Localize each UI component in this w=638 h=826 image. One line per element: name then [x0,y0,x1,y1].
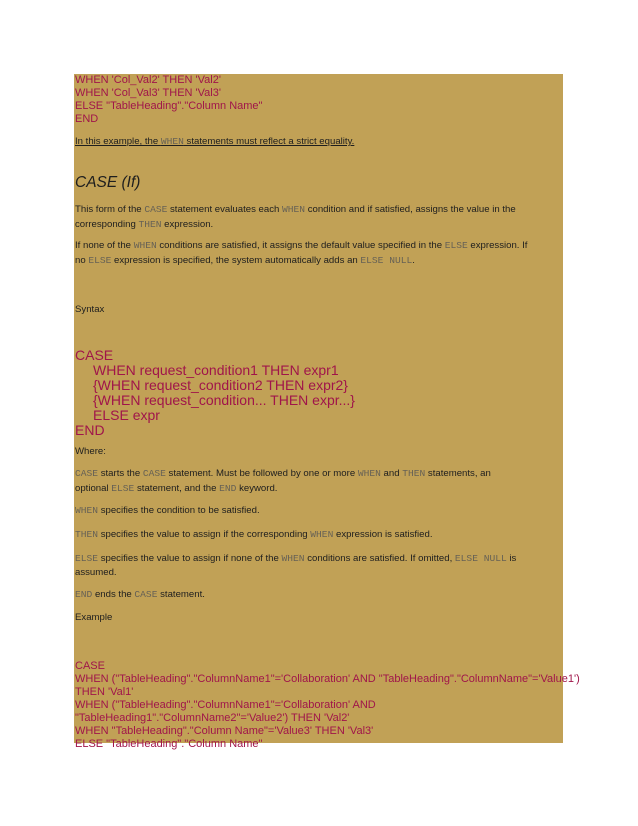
example-code-line: CASE [75,660,105,672]
code-line: ELSE "TableHeading"."Column Name" [75,100,263,112]
example-code-line: ELSE "TableHeading"."Column Name" [75,738,263,750]
code-line: WHEN 'Col_Val3' THEN 'Val3' [75,87,221,99]
code-line: END [75,113,99,125]
example-code-line: WHEN ("TableHeading"."ColumnName1"='Collaboration' AND "TableHeading"."ColumnName"='Value1') [75,673,580,685]
document-page [74,74,580,750]
definition-then: THEN specifies the value to assign if the corresponding WHEN expression is satisfied. [75,529,433,540]
note-text: In this example, the WHEN statements must reflect a strict equality. [75,136,355,147]
syntax-label: Syntax [75,304,105,315]
definition-case-cont: optional ELSE statement, and the END keyword. [75,483,278,494]
paragraph-line: no ELSE expression is specified, the system automatically adds an ELSE NULL. [75,255,415,266]
paragraph-line: corresponding THEN expression. [75,219,214,230]
definition-when: WHEN specifies the condition to be satisfied. [75,505,260,516]
example-code-line: "TableHeading1"."ColumnName2"='Value2') THEN 'Val2' [75,712,350,724]
syntax-code-line: ELSE expr [93,407,160,423]
definition-end: END ends the CASE statement. [75,589,205,600]
syntax-code-line: END [75,422,105,438]
paragraph-line: This form of the CASE statement evaluates each WHEN condition and if satisfied, assigns the value in the [75,204,516,215]
example-label: Example [75,612,113,623]
example-code-line: WHEN "TableHeading"."Column Name"='Value3' THEN 'Val3' [75,725,374,737]
example-code-line: THEN 'Val1' [75,686,134,698]
syntax-code-line: {WHEN request_condition... THEN expr...} [93,392,355,408]
definition-else-cont: assumed. [75,567,117,578]
syntax-code-line: WHEN request_condition1 THEN expr1 [93,362,339,378]
definition-case: CASE starts the CASE statement. Must be followed by one or more WHEN and THEN statements, an [75,468,491,479]
syntax-code-line: {WHEN request_condition2 THEN expr2} [93,377,348,393]
definition-else: ELSE specifies the value to assign if none of the WHEN conditions are satisfied. If omitted, ELSE NULL is [75,553,517,564]
code-line: WHEN 'Col_Val2' THEN 'Val2' [75,74,221,86]
where-label: Where: [75,446,106,457]
paragraph-line: If none of the WHEN conditions are satisfied, it assigns the default value specified in the ELSE expression. If [75,240,528,251]
syntax-code-line: CASE [75,347,114,363]
example-code-line: WHEN ("TableHeading"."ColumnName1"='Collaboration' AND [75,699,376,711]
section-heading: CASE (If) [75,174,141,191]
